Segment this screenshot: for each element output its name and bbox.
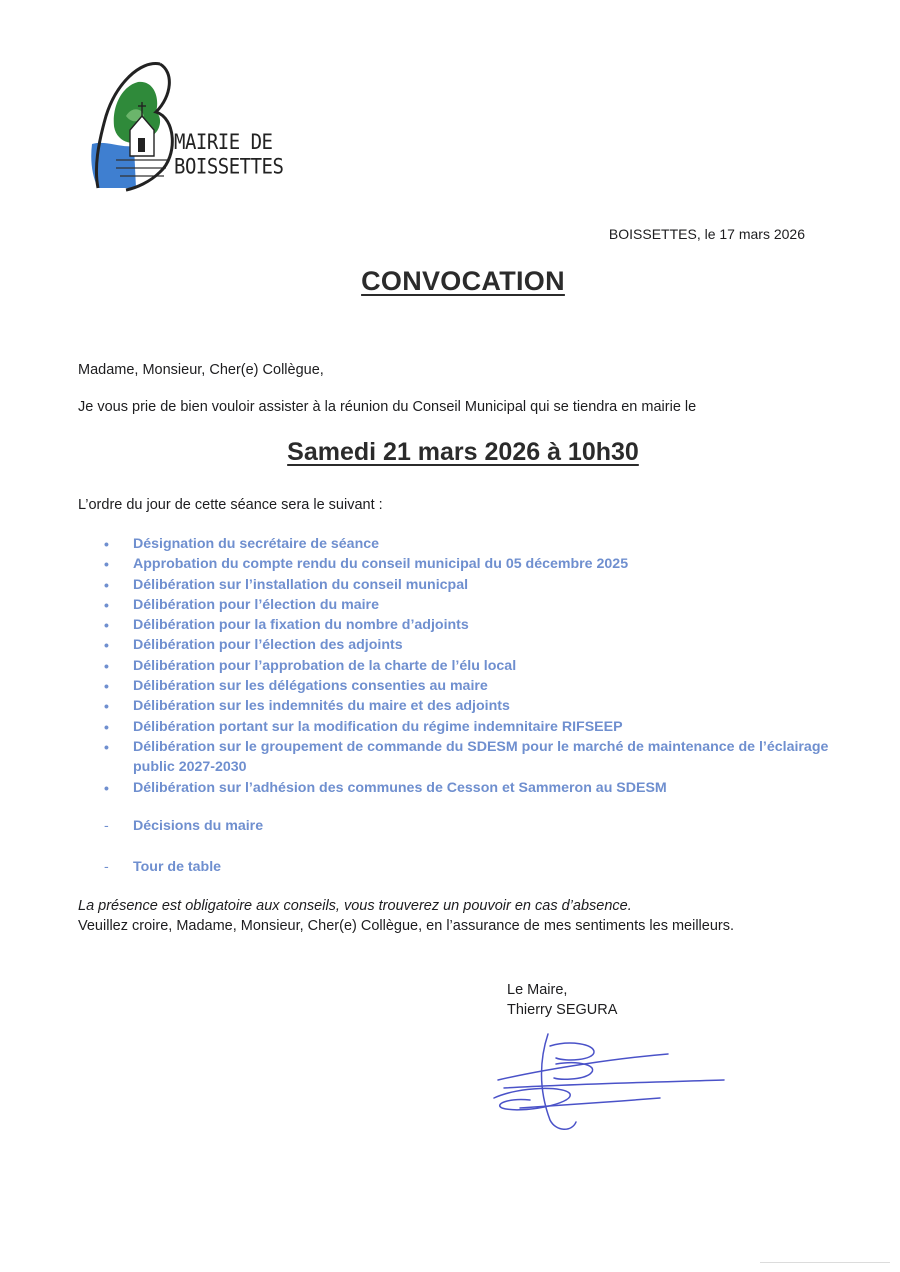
agenda-item (104, 595, 864, 615)
bullet-icon: • (104, 576, 109, 593)
agenda-item (104, 778, 864, 798)
agenda-item-text: Délibération sur les indemnités du maire et des adjoints (133, 698, 510, 715)
other-item-text: Décisions du maire (133, 818, 264, 834)
agenda-item (104, 575, 864, 595)
agenda-item (104, 656, 864, 676)
bullet-icon: • (104, 698, 109, 715)
meeting-date: Samedi 21 mars 2026 à 10h30 (287, 438, 639, 466)
agenda-item (104, 534, 864, 554)
agenda-item-text: Délibération sur le groupement de commande du SDESM pour le marché de maintenance de l’éclairage public 2027-2030 (133, 738, 829, 776)
agenda-list (104, 534, 864, 798)
bullet-icon: • (104, 718, 109, 735)
agenda-item (104, 676, 864, 696)
municipality-logo (86, 56, 284, 196)
agenda-item-text: Approbation du compte rendu du conseil municipal du 05 décembre 2025 (133, 556, 629, 573)
agenda-item-text: Délibération pour l’approbation de la charte de l’élu local (133, 657, 517, 674)
bullet-icon: • (104, 779, 109, 796)
logo-text (174, 130, 283, 179)
salutation: Madame, Monsieur, Cher(e) Collègue, (78, 362, 324, 378)
agenda-item-text: Délibération sur l’installation du conseil municpal (133, 576, 469, 593)
agenda-item-text: Délibération sur l’adhésion des communes de Cesson et Sammeron au SDESM (133, 779, 667, 796)
bullet-icon: • (104, 657, 109, 674)
agenda-item-text: Délibération portant sur la modification du régime indemnitaire RIFSEEP (133, 718, 623, 735)
closing-formula: Veuillez croire, Madame, Monsieur, Cher(e) Collègue, en l’assurance de mes sentiments les meilleurs. (78, 918, 735, 934)
agenda-item-text: Délibération pour la fixation du nombre d’adjoints (133, 617, 469, 634)
signatory-name: Thierry SEGURA (507, 1002, 618, 1018)
other-item-text: Tour de table (133, 859, 222, 875)
bullet-icon: • (104, 617, 109, 634)
document-title: CONVOCATION (361, 266, 565, 296)
intro-paragraph: Je vous prie de bien vouloir assister à la réunion du Conseil Municipal qui se tiendra en mairie le (78, 399, 697, 415)
agenda-item (104, 696, 864, 716)
dash-icon: - (104, 859, 109, 875)
agenda-item-text: Délibération pour l’élection des adjoints (133, 637, 403, 654)
bullet-icon: • (104, 596, 109, 613)
agenda-item-text: Délibération sur les délégations consenties au maire (133, 678, 488, 695)
logo-line-2: BOISSETTES (174, 154, 284, 180)
signatory-block (507, 980, 617, 1020)
logo-line-1: MAIRIE DE (174, 130, 273, 155)
signatory-role: Le Maire, (507, 982, 568, 998)
agenda-item (104, 737, 864, 778)
handwritten-signature (490, 1028, 740, 1138)
bullet-icon: • (104, 738, 109, 755)
agenda-item-text: Désignation du secrétaire de séance (133, 536, 380, 552)
bullet-icon: • (104, 556, 109, 573)
agenda-item (104, 615, 864, 635)
attendance-notice: La présence est obligatoire aux conseils, vous trouverez un pouvoir en cas d’absence. (78, 898, 632, 914)
agenda-item (104, 635, 864, 655)
place-and-date: BOISSETTES, le 17 mars 2026 (608, 226, 805, 242)
bullet-icon: • (104, 536, 109, 552)
agenda-item-text: Délibération pour l’élection du maire (133, 596, 379, 613)
agenda-item (104, 717, 864, 737)
dash-icon: - (104, 818, 109, 834)
bullet-icon: • (104, 637, 109, 654)
agenda-intro: L’ordre du jour de cette séance sera le suivant : (78, 497, 383, 513)
footer-rule (760, 1262, 890, 1263)
bullet-icon: • (104, 678, 109, 695)
agenda-item (104, 554, 864, 574)
